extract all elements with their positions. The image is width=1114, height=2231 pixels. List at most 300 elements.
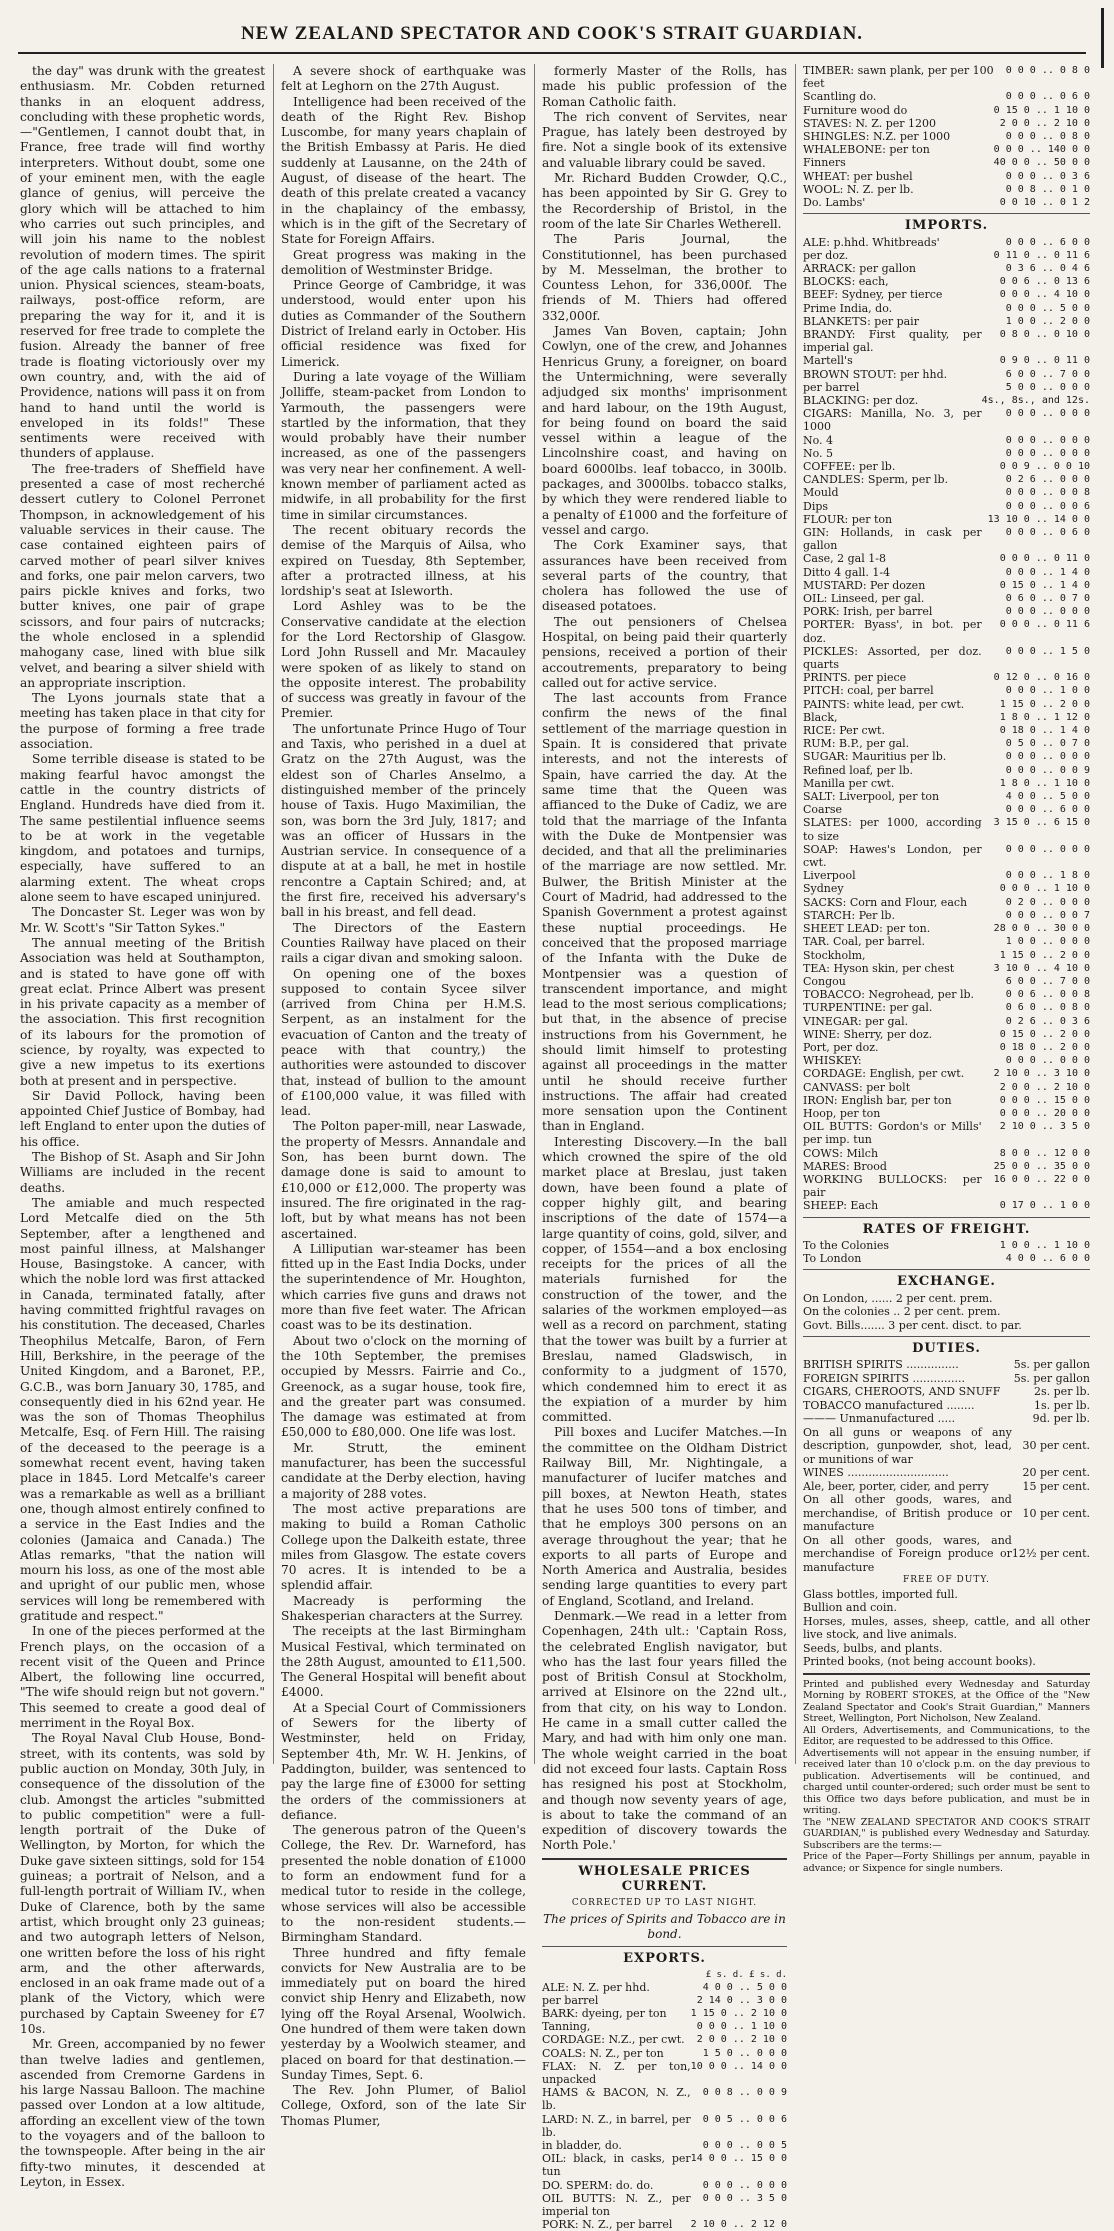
price-value: 0 0 0 .. 6 0 0 <box>1005 804 1090 816</box>
price-value: 3 10 0 .. 4 10 0 <box>993 962 1090 974</box>
price-item: SLATES: per 1000, according to size <box>803 816 982 843</box>
price-value: 10 per cent. <box>1022 1506 1090 1520</box>
article-paragraph: The rich convent of Servites, near Prague, has lately been destroyed by fire. Not a single book of its extensive and valuable library could be saved. <box>542 109 787 170</box>
price-value: 2 14 0 .. 3 0 0 <box>696 1994 787 2006</box>
price-row <box>803 143 1090 156</box>
article-paragraph: The receipts at the last Birmingham Musical Festival, which terminated on the 28th August, amounted to £11,500. The General Hospital will benefit about £4000. <box>281 1624 526 1700</box>
price-value: 0 0 0 .. 0 0 0 <box>1005 843 1090 855</box>
price-row <box>542 2086 787 2112</box>
price-item: Scantling do. <box>803 90 877 104</box>
price-item: RUM: B.P., per gal. <box>803 737 910 751</box>
price-item: CIGARS: Manilla, No. 3, per 1000 <box>803 407 982 434</box>
price-item: Sydney <box>803 882 844 896</box>
price-item: ARRACK: per gallon <box>803 261 916 275</box>
price-value: 1 15 0 .. 2 10 0 <box>690 2007 787 2019</box>
price-item: Ale, beer, porter, cider, and perry <box>803 1479 989 1493</box>
publisher-line: Price of the Paper—Forty Shillings per annum, payable in advance; or Sixpence for single numbers. <box>803 1851 1090 1874</box>
price-row <box>803 447 1090 460</box>
price-row <box>803 750 1090 763</box>
price-row <box>803 737 1090 750</box>
price-row <box>803 1534 1090 1575</box>
price-item: PICKLES: Assorted, per doz. quarts <box>803 644 982 672</box>
price-value: 2s. per lb. <box>1034 1385 1090 1399</box>
article-paragraph: Interesting Discovery.—In the ball which crowned the spire of the old market place at Breslau, just taken down, have been found a plate of copper highly gilt, and bearing inscriptions of the date of 1574—a large quantity of coins, gold, silver, and copper, of 1554—and a box enclosing receipts for the prices of all the materials furnished for the construction of the tower, and the salaries of the workmen employed—as well as a record on parchment, stating that the tower was built by a furrier at Breslau, named Gladswisch, in conformity to a judgment of 1570, which condemned him to erect it as the expiation of a murder by him committed. <box>542 1134 787 1425</box>
price-item: CANVASS: per bolt <box>803 1080 911 1094</box>
price-row <box>803 249 1090 262</box>
exchange-heading: EXCHANGE. <box>897 1274 996 1290</box>
price-item: Do. Lambs' <box>803 196 866 210</box>
price-value: 4 0 0 .. 6 0 0 <box>1005 1253 1090 1265</box>
price-row <box>803 552 1090 565</box>
article-paragraph: Intelligence had been received of the death of the Right Rev. Bishop Luscombe, for many years chaplain of the British Embassy at Paris. He died suddenly at Lausanne, on the 24th of August, of disease of the heart. The death of this prelate created a vacancy in the chaplaincy of the embassy, which is in the gift of the Secretary of State for Foreign Affairs. <box>281 94 526 247</box>
price-item: WINE: Sherry, per doz. <box>803 1027 933 1041</box>
publisher-line: The "NEW ZEALAND SPECTATOR AND COOK'S STRAIT GUARDIAN," is published every Wednesday and Saturday. Subscribers are the terms:— <box>803 1816 1090 1851</box>
price-row <box>803 684 1090 697</box>
article-paragraph: The Polton paper-mill, near Laswade, the property of Messrs. Annandale and Son, has been burnt down. The damage done is said to amount to £10,000 or £12,000. The property was insured. The fire originated in the rag-loft, but by what means has not been ascertained. <box>281 1119 526 1241</box>
price-item: PORK: Irish, per barrel <box>803 605 933 619</box>
price-value: 0 0 0 .. 0 0 0 <box>1005 751 1090 763</box>
price-value: 0 0 0 .. 0 8 0 <box>1005 131 1090 143</box>
price-value: 14 0 0 .. 15 0 0 <box>690 2153 787 2165</box>
price-value: 40 0 0 .. 50 0 0 <box>993 157 1090 169</box>
price-item: OIL BUTTS: Gordon's or Mills' per imp. tun <box>803 1120 982 1147</box>
price-item: BLACKING: per doz. <box>803 393 919 407</box>
price-value: 12½ per cent. <box>1011 1547 1090 1561</box>
price-item: Coarse <box>803 803 843 817</box>
price-value: 0 0 0 .. 0 8 0 <box>1005 65 1090 76</box>
price-item: BLANKETS: per pair <box>803 314 919 328</box>
price-row <box>803 1028 1090 1041</box>
price-value: 6 0 0 .. 7 0 0 <box>1005 975 1090 987</box>
price-item: OIL: black, in casks, per tun <box>542 2152 691 2179</box>
price-item: No. 5 <box>803 446 834 460</box>
price-row <box>803 698 1090 711</box>
price-item: ALE: p.hhd. Whitbreads' <box>803 235 940 249</box>
price-value: 2 0 0 .. 2 10 0 <box>999 117 1090 129</box>
prices-corrected: CORRECTED UP TO LAST NIGHT. <box>571 1898 758 1909</box>
article-paragraph: A Lilliputian war-steamer has been fitted up in the East India Docks, under the superintendence of Mr. Houghton, which carries five guns and draws not more than five feet water. The African coast was to be its destination. <box>281 1241 526 1333</box>
price-item: LARD: N. Z., in barrel, per lb. <box>542 2112 691 2139</box>
price-value: 0 0 0 .. 20 0 0 <box>999 1107 1090 1119</box>
price-row <box>803 1120 1090 1146</box>
article-paragraph: The Rev. John Plumer, of Baliol College, Oxford, son of the late Sir Thomas Plumer, <box>281 2083 526 2128</box>
price-value: 0 15 0 .. 1 10 0 <box>993 104 1090 116</box>
price-item: VINEGAR: per gal. <box>803 1014 909 1028</box>
price-row <box>542 2192 787 2218</box>
price-value: 5 0 0 .. 0 0 0 <box>1005 381 1090 393</box>
price-row <box>803 1081 1090 1094</box>
exchange-list <box>803 1292 1090 1333</box>
price-row <box>803 1466 1090 1480</box>
article-paragraph: On opening one of the boxes supposed to contain Sycee silver (arrived from China per H.M.S. Serpent, as an instalment for the evacuation of Canton and the treaty of peace with that country,) the authorities were astounded to discover that, instead of bullion to the amount of £100,000 value, it was filled with lead. <box>281 966 526 1119</box>
price-row <box>803 513 1090 526</box>
price-value: 0 0 0 .. 140 0 0 <box>993 144 1090 156</box>
price-value: 28 0 0 .. 30 0 0 <box>993 923 1090 935</box>
price-row <box>803 909 1090 922</box>
price-value: 0 15 0 .. 2 0 0 <box>999 1028 1090 1040</box>
free-of-duty-line: Bullion and coin. <box>803 1601 897 1615</box>
price-row <box>542 2113 787 2139</box>
imports-heading: IMPORTS. <box>904 218 989 234</box>
divider <box>542 1946 787 1947</box>
price-row <box>542 2139 787 2152</box>
free-of-duty-line: FREE OF DUTY. <box>903 1575 990 1586</box>
article-paragraph: The Paris Journal, the Constitutionnel, has been purchased by M. Messelman, the brother to Countess Lehon, for 336,000f. The friends of M. Thiers had offered 332,000f. <box>542 232 787 323</box>
price-value: 0 0 0 .. 3 5 0 <box>702 2192 787 2204</box>
price-row <box>803 460 1090 473</box>
free-of-duty-line: Printed books, (not being account books). <box>803 1655 1036 1669</box>
price-value: 30 per cent. <box>1022 1439 1090 1453</box>
publisher-notice <box>803 1679 1090 1875</box>
price-value: 3 15 0 .. 6 15 0 <box>993 817 1090 829</box>
price-item: Finners <box>803 156 846 170</box>
price-item: PORTER: Byass', in bot. per doz. <box>803 618 982 645</box>
price-item: CORDAGE: N.Z., per cwt. <box>542 2033 685 2047</box>
price-item: Manilla per cwt. <box>803 776 895 790</box>
column-4 <box>803 64 1090 1874</box>
article-paragraph: The annual meeting of the British Association was held at Southampton, and is stated to have gone off with great eclat. Prince Albert was present in his private capacity as a member of the association. This first recognition of its labours for the promotion of science, by royalty, was expected to give a new impetus to its exertions both at present and in perspective. <box>20 935 265 1088</box>
price-value: 0 0 0 .. 0 0 9 <box>1005 764 1090 776</box>
price-value: 2 10 0 .. 3 10 0 <box>993 1068 1090 1080</box>
exchange-line: On London, ...... 2 per cent. prem. <box>803 1291 993 1305</box>
price-row <box>803 407 1090 433</box>
price-item: WHEAT: per bushel <box>803 169 913 183</box>
price-row <box>803 1067 1090 1080</box>
price-row <box>803 724 1090 737</box>
price-item: DO. SPERM: do. do. <box>542 2178 654 2192</box>
edge-rule <box>1101 8 1104 68</box>
price-row <box>803 381 1090 394</box>
price-value: 0 0 0 .. 1 8 0 <box>1005 870 1090 882</box>
price-item: BARK: dyeing, per ton <box>542 2006 667 2020</box>
masthead <box>18 16 1086 54</box>
price-value: 0 2 6 .. 0 0 0 <box>1005 474 1090 486</box>
price-value: 1 8 0 .. 1 10 0 <box>999 777 1090 789</box>
price-value: 5s. per gallon <box>1013 1358 1090 1372</box>
price-item: Case, 2 gal 1-8 <box>803 552 886 566</box>
price-row <box>803 1412 1090 1426</box>
price-value: 13 10 0 .. 14 0 0 <box>987 513 1090 525</box>
article-paragraph: The Lyons journals state that a meeting has taken place in that city for the purpose of forming a free trade association. <box>20 691 265 752</box>
price-row <box>803 354 1090 367</box>
divider <box>542 1858 787 1860</box>
exchange-line: Govt. Bills....... 3 per cent. disct. to par. <box>803 1318 1022 1332</box>
price-row <box>803 1480 1090 1494</box>
price-item: Liverpool <box>803 869 856 883</box>
price-value: 15 per cent. <box>1022 1479 1090 1493</box>
price-item: TOBACCO manufactured ........ <box>803 1398 975 1412</box>
price-row <box>803 896 1090 909</box>
price-row <box>542 2060 787 2086</box>
prices-subtitle: The prices of Spirits and Tobacco are in bond. <box>543 1911 786 1941</box>
price-value: 1 15 0 .. 2 0 0 <box>999 949 1090 961</box>
price-value: 0 0 8 .. 0 1 0 <box>1005 183 1090 195</box>
price-row <box>803 183 1090 196</box>
price-value: 0 0 10 .. 0 1 2 <box>999 197 1090 209</box>
price-value: 0 6 0 .. 0 7 0 <box>1005 593 1090 605</box>
price-item: STARCH: Per lb. <box>803 908 895 922</box>
price-value: 0 0 0 .. 15 0 0 <box>999 1094 1090 1106</box>
price-row <box>803 1054 1090 1067</box>
price-item: Tanning, <box>542 2020 591 2034</box>
price-row <box>803 275 1090 288</box>
price-row <box>803 170 1090 183</box>
price-row <box>803 328 1090 354</box>
price-item: SHINGLES: N.Z. per 1000 <box>803 130 951 144</box>
export-prices-continued <box>803 64 1090 209</box>
price-value: 1 0 0 .. 2 0 0 <box>1005 315 1090 327</box>
price-row <box>803 302 1090 315</box>
price-item: TEA: Hyson skin, per chest <box>803 961 955 975</box>
price-row <box>803 394 1090 407</box>
price-value: 0 0 0 .. 1 0 0 <box>1005 685 1090 697</box>
price-item: SOAP: Hawes's London, per cwt. <box>803 842 982 870</box>
price-item: TIMBER: sawn plank, per per 100 feet <box>803 64 994 91</box>
price-row <box>803 1426 1090 1467</box>
price-value: 16 0 0 .. 22 0 0 <box>993 1173 1090 1185</box>
price-item: To the Colonies <box>803 1238 890 1252</box>
article-paragraph: The Cork Examiner says, that assurances have been received from several parts of the country, that cholera has followed the use of diseased potatoes. <box>542 538 787 614</box>
price-row <box>803 566 1090 579</box>
price-row <box>803 486 1090 499</box>
price-value: 0 0 0 .. 0 0 0 <box>1005 1055 1090 1067</box>
article-paragraph: formerly Master of the Rolls, has made his public profession of the Roman Catholic faith. <box>542 64 787 109</box>
price-item: On all guns or weapons of any description, gunpowder, shot, lead, or munitions of war <box>803 1425 1012 1466</box>
price-row <box>803 1372 1090 1386</box>
price-row <box>803 1358 1090 1372</box>
free-of-duty-line: Horses, mules, asses, sheep, cattle, and all other live stock, and live animals. <box>803 1614 1090 1642</box>
price-item: Congou <box>803 974 846 988</box>
price-item: Dips <box>803 499 829 513</box>
price-item: IRON: English bar, per ton <box>803 1093 952 1107</box>
price-value: 0 0 6 .. 0 0 8 <box>1005 989 1090 1001</box>
price-row <box>803 645 1090 671</box>
price-item: TURPENTINE: per gal. <box>803 1001 933 1015</box>
price-row <box>803 777 1090 790</box>
price-value: 0 18 0 .. 2 0 0 <box>999 1041 1090 1053</box>
price-row <box>803 368 1090 381</box>
price-row <box>803 988 1090 1001</box>
article-paragraph: The most active preparations are making to build a Roman Catholic College upon the Dalkeith estate, three miles from Glasgow. The estate covers 70 acres. It is intended to be a splendid affair. <box>281 1501 526 1593</box>
price-row <box>803 1001 1090 1014</box>
price-value: 1 0 0 .. 0 0 0 <box>1005 936 1090 948</box>
price-value: 9d. per lb. <box>1032 1412 1090 1426</box>
price-row <box>803 130 1090 143</box>
prices-heading: WHOLESALE PRICES CURRENT. <box>578 1863 751 1895</box>
price-row <box>803 117 1090 130</box>
price-row <box>803 618 1090 644</box>
freight-table <box>803 1239 1090 1265</box>
divider <box>803 1269 1090 1270</box>
price-value: 0 0 0 .. 1 10 0 <box>999 883 1090 895</box>
price-item: Mould <box>803 486 839 500</box>
duties-table <box>803 1358 1090 1574</box>
price-item: SHEET LEAD: per ton. <box>803 922 931 936</box>
article-paragraph: Pill boxes and Lucifer Matches.—In the committee on the Oldham District Railway Bill, Mr. Nightingale, a manufacturer of lucifer matches and pill boxes, at Newton Heath, states that he uses 500 tons of timber, and that he employs 300 persons on an average throughout the year; that he exports to all parts of Europe and North America and Australia, besides sending large quantities to every part of England, Scotland, and Ireland. <box>542 1425 787 1608</box>
price-value: 0 0 0 .. 1 5 0 <box>1005 645 1090 657</box>
price-value: 2 0 0 .. 2 10 0 <box>696 2034 787 2046</box>
price-row <box>542 2033 787 2046</box>
price-row <box>542 1994 787 2007</box>
price-value: 4 0 0 .. 5 0 0 <box>702 1981 787 1993</box>
price-item: BLOCKS: each, <box>803 275 889 289</box>
price-row <box>542 1981 787 1994</box>
price-item: HAMS & BACON, N. Z., lb. <box>542 2086 691 2113</box>
price-value: 20 per cent. <box>1022 1466 1090 1480</box>
price-row <box>542 2047 787 2060</box>
price-item: COFFEE: per lb. <box>803 459 896 473</box>
price-row <box>803 1160 1090 1173</box>
price-item: Prime India, do. <box>803 301 893 315</box>
price-item: WINES ............................. <box>803 1466 949 1480</box>
article-paragraph: The unfortunate Prince Hugo of Tour and Taxis, who perished in a duel at Gratz on the 27th August, was the eldest son of Charles Anselmo, a distinguished member of the princely house of Taxis. Hugo Maximilian, the son, was born the 3rd July, 1817; and was an officer of Hussars in the Austrian service. In consequence of a dispute at at a ball, he met in hostile rencontre a Captain Schired; and, at the first fire, received his adversary's ball in his breast, and fell dead. <box>281 721 526 920</box>
article-paragraph: The Royal Naval Club House, Bond-street, with its contents, was sold by public auction on Monday, 30th July, in consequence of the dissolution of the club. Amongst the articles "submitted to public competition" were a full-length portrait of the Duke of Wellington, by Morton, for which the Duke gave sixteen sittings, sold for 154 guineas; a portrait of Nelson, and a full-length portrait of William IV., when Duke of Clarence, both by the same artist, which brought only 23 guineas; and two autograph letters of Nelson, one written before the loss of his right arm, and the other afterwards, enclosed in an oak frame made out of a plank of the Victory, which were purchased by Captain Sweeney for £7 10s. <box>20 1731 265 2036</box>
article-paragraph: The generous patron of the Queen's College, the Rev. Dr. Warneford, has presented the noble donation of £1000 to form an endowment fund for a medical tutor to reside in the college, whose services will also be accessible to the non-resident students.—Birmingham Standard. <box>281 1823 526 1945</box>
price-value: 10 0 0 .. 14 0 0 <box>690 2060 787 2072</box>
price-item: FOREIGN SPIRITS ............... <box>803 1371 965 1385</box>
price-row <box>803 579 1090 592</box>
price-row <box>803 1252 1090 1265</box>
price-value: 4 0 0 .. 5 0 0 <box>1005 791 1090 803</box>
article-paragraph: Three hundred and fifty female convicts for New Australia are to be immediately put on board the hired convict ship Henry and Elizabeth, now lying off the Royal Arsenal, Woolwich. One hundred of them were taken down yesterday by a Woolwich steamer, and placed on board for that destination.—Sunday Times, Sept. 6. <box>281 1945 526 2082</box>
price-row <box>803 1173 1090 1199</box>
price-value: 2 10 0 .. 3 5 0 <box>999 1121 1090 1133</box>
price-row <box>803 90 1090 103</box>
price-value: 1 0 0 .. 1 10 0 <box>999 1239 1090 1251</box>
price-row <box>803 104 1090 117</box>
price-row <box>542 2179 787 2192</box>
divider <box>803 1217 1090 1218</box>
article-paragraph: Great progress was making in the demolition of Westminster Bridge. <box>281 247 526 277</box>
price-row <box>803 1147 1090 1160</box>
price-row <box>803 1199 1090 1212</box>
price-item: per barrel <box>803 380 860 394</box>
price-row <box>803 949 1090 962</box>
article-paragraph: Denmark.—We read in a letter from Copenhagen, 24th ult.: 'Captain Ross, the celebrated English navigator, but who has the last four years filled the post of British Consul at Stockholm, arrived at Elsinore on the 22nd ult., from that city, on his way to London. He came in a small cutter called the Mary, and had with him only one man. The whole weight carried in the boat did not exceed four lasts. Captain Ross has resigned his post at Stockholm, and though now seventy years of age, is about to take the command of an expedition of discovery towards the North Pole.' <box>542 1608 787 1853</box>
price-value: 0 8 0 .. 0 10 0 <box>999 328 1090 340</box>
price-item: PITCH: coal, per barrel <box>803 684 934 698</box>
price-row <box>803 262 1090 275</box>
divider <box>803 213 1090 214</box>
divider <box>803 1336 1090 1337</box>
price-row <box>803 711 1090 724</box>
article-paragraph: James Van Boven, captain; John Cowlyn, one of the crew, and Johannes Henricus Gruny, a foreigner, on board the Untermichning, were severally adjudged six months' imprisonment and hard labour, on the 19th August, for being found on board the said vessel within a league of the Lincolnshire coast, and having on board 6000lbs. leaf tobacco, in 300lb. packages, and 3000lbs. tobacco stalks, by which they were rendered liable to a penalty of £1000 and the forfeiture of vessel and cargo. <box>542 324 787 537</box>
price-item: GIN: Hollands, in cask per gallon <box>803 526 982 553</box>
article-paragraph: During a late voyage of the William Jolliffe, steam-packet from London to Yarmouth, the passengers were startled by the information, that they would probably have their number increased, as one of the passengers was very near her confinement. A well-known member of parliament acted as midwife, in all probability for the first time in similar circumstances. <box>281 369 526 522</box>
price-item: MARES: Brood <box>803 1159 887 1173</box>
price-row <box>803 790 1090 803</box>
price-item: PAINTS: white lead, per cwt. <box>803 697 965 711</box>
article-paragraph: The Doncaster St. Leger was won by Mr. W. Scott's "Sir Tatton Sykes." <box>20 905 265 935</box>
price-row <box>803 473 1090 486</box>
column-1 <box>20 64 265 2189</box>
column-rule <box>795 64 796 1764</box>
price-row <box>803 1107 1090 1120</box>
price-item: in bladder, do. <box>542 2138 622 2152</box>
price-item: SALT: Liverpool, per ton <box>803 790 940 804</box>
price-value: 8 0 0 .. 12 0 0 <box>999 1147 1090 1159</box>
article-paragraph: Mr. Strutt, the eminent manufacturer, has been the successful candidate at the Derby election, having a majority of 288 votes. <box>281 1440 526 1501</box>
price-item: WHALEBONE: per ton <box>803 143 930 157</box>
price-row <box>803 922 1090 935</box>
article-paragraph: The amiable and much respected Lord Metcalfe died on the 5th September, after a lengthened and most painful illness, at Malshanger House, Basingstoke. A cancer, with which the noble lord was first attacked in Canada, terminated fatally, after having committed frightful ravages on his constitution. The deceased, Charles Theophilus Metcalfe, Baron, of Fern Hill, Berkshire, in the peerage of the United Kingdom, and a Baronet, P.P., G.C.B., was born January 30, 1785, and consequently died in his 62nd year. He was the son of Thomas Theophilus Metcalfe, Esq. of Fern Hill. The raising of the deceased to the peerage is a somewhat recent event, having taken place in 1845. Lord Metcalfe's career was a remarkable as well as a brilliant one, though almost entirely confined to a service in the East Indies and the colonies (Jamaica and Canada.) The Atlas remarks, "that the nation will mourn his loss, as one of the most able and upright of our public men, whose services will long be remembered with gratitude and respect." <box>20 1195 265 1623</box>
price-value: 1 5 0 .. 0 0 0 <box>702 2047 787 2059</box>
price-row <box>542 2020 787 2033</box>
column-3-articles <box>542 64 787 1854</box>
price-value: 0 0 0 .. 0 11 0 <box>999 553 1090 565</box>
price-item: BRITISH SPIRITS ............... <box>803 1358 959 1372</box>
duties-heading: DUTIES. <box>912 1341 981 1357</box>
masthead-title: NEW ZEALAND SPECTATOR AND COOK'S STRAIT GUARDIAN. <box>240 23 864 44</box>
price-item: On all other goods, wares, and merchandise, of British produce or manufacture <box>803 1493 1012 1534</box>
price-value: 2 10 0 .. 2 12 0 <box>690 2219 787 2231</box>
price-item: WORKING BULLOCKS: per pair <box>803 1172 982 1200</box>
exchange-line: On the colonies .. 2 per cent. prem. <box>803 1305 1001 1319</box>
price-row <box>803 816 1090 842</box>
article-paragraph: The out pensioners of Chelsea Hospital, on being paid their quarterly pensions, received a portion of their accoutrements, preparatory to being called out for active service. <box>542 614 787 690</box>
price-item: SHEEP: Each <box>803 1199 879 1213</box>
publisher-line: Printed and published every Wednesday and Saturday Morning by ROBERT STOKES, at the Office of the "New Zealand Spectator and Cook's Strait Guardian," Manners Street, Wellington, Port Nicholson, New Zealand. <box>803 1678 1090 1725</box>
price-row <box>803 605 1090 618</box>
price-value: 2 0 0 .. 2 10 0 <box>999 1081 1090 1093</box>
price-item: To London <box>803 1252 862 1266</box>
price-row <box>803 1385 1090 1399</box>
price-row <box>803 843 1090 869</box>
price-value: 6 0 0 .. 7 0 0 <box>1005 368 1090 380</box>
price-item: TAR. Coal, per barrel. <box>803 935 926 949</box>
price-value: 0 0 0 .. 0 6 0 <box>1005 527 1090 538</box>
column-3 <box>542 64 787 2231</box>
article-paragraph: Mr. Green, accompanied by no fewer than twelve ladies and gentlemen, ascended from Cremorne Gardens in his large Nassau Balloon. The machine passed over London at a low altitude, affording an excellent view of the town to the voyagers and of the balloon to the townspeople. After being in the air fifty-two minutes, it descended at Leyton, in Essex. <box>20 2037 265 2189</box>
price-item: Stockholm, <box>803 948 866 962</box>
price-item: WHISKEY: <box>803 1054 862 1068</box>
price-item: per barrel <box>542 1993 599 2007</box>
article-paragraph: The last accounts from France confirm the news of the final settlement of the marriage question in Spain. It is considered that private interests, and not the interests of Spain, have carried the day. At the same time that the Queen was affianced to the Duke of Cadiz, we are told that the marriage of the Infanta with the Duke de Montpensier was decided, and that all the preliminaries of the marriage are now settled. Mr. Bulwer, the British Minister at the Court of Madrid, had addressed to the Spanish Government a protest against these nuptial proceedings. He conceived that the proposed marriage of the Infanta with the Duke de Montpensier was a question of transcendent importance, and might lead to the most serious complications; but that, in the absence of precise instructions from his Government, he should limit himself to protesting against all proceedings in the matter until he should receive further instructions. The affair had created more sensation upon the Continent than in England. <box>542 691 787 1134</box>
price-row <box>803 975 1090 988</box>
price-item: per doz. <box>803 248 849 262</box>
free-of-duty-list <box>803 1574 1090 1669</box>
price-value: 0 0 0 .. 0 6 0 <box>1005 91 1090 103</box>
price-value: 0 6 0 .. 0 8 0 <box>1005 1002 1090 1014</box>
article-paragraph: Mr. Richard Budden Crowder, Q.C., has been appointed by Sir G. Grey to the Recordership of Bristol, in the room of the late Sir Charles Wetherell. <box>542 171 787 231</box>
publisher-line: All Orders, Advertisements, and Communications, to the Editor, are requested to be addressed to this Office. <box>803 1724 1090 1748</box>
imports-table <box>803 236 1090 1213</box>
price-value: 0 0 0 .. 5 0 0 <box>1005 302 1090 314</box>
price-item: On all other goods, wares, and merchandise of Foreign produce or manufacture <box>803 1533 1012 1574</box>
price-item: Port, per doz. <box>803 1040 879 1054</box>
price-item: Ditto 4 gall. 1-4 <box>803 565 891 579</box>
article-paragraph: the day" was drunk with the greatest enthusiasm. Mr. Cobden returned thanks in an eloquent address, concluding with these prophetic words,—"Gentlemen, I cannot doubt that, in France, free trade will find worthy interpreters. Without doubt, some one of your eminent men, with the eagle glance of genius, will perceive the glory which will be attached to him who carries out such principles, and will join his name to the noblest revolution of modern times. The spirit of the age calls nations to a fraternal union. Physical sciences, steam-boats, railways, post-office reform, are preparing the way for it, and it is reserved for free trade to complete the fusion. Already the banner of free trade is floating victoriously over my own country, and, with the aid of Providence, nations will pass it on from hand to hand until the world is enveloped in its folds!" These sentiments were received with thunders of applause. <box>20 64 265 461</box>
price-value: 0 0 0 .. 0 0 7 <box>1005 909 1090 921</box>
price-item: STAVES: N. Z. per 1200 <box>803 116 937 130</box>
price-value: 0 0 0 .. 0 0 8 <box>1005 487 1090 499</box>
price-item: RICE: Per cwt. <box>803 724 885 738</box>
price-row <box>803 882 1090 895</box>
price-value: 25 0 0 .. 35 0 0 <box>993 1160 1090 1172</box>
exports-heading: EXPORTS. <box>623 1951 706 1967</box>
article-paragraph: The recent obituary records the demise of the Marquis of Ailsa, who expired on Tuesday, 8th September, after a protracted illness, at his lordship's seat at Isleworth. <box>281 522 526 599</box>
price-item: BROWN STOUT: per hhd. <box>803 367 948 381</box>
price-item: OIL: Linseed, per gal. <box>803 592 925 606</box>
price-item: CIGARS, CHEROOTS, AND SNUFF <box>803 1385 1001 1399</box>
article-paragraph: The free-traders of Sheffield have presented a case of most recherché dessert cutlery to Colonel Perronet Thompson, in acknowledgement of his valuable services in their cause. The case contained eighteen pairs of carved mother of pearl silver knives and forks, one pair melon carvers, two pairs pickle knives and forks, two butter knives, one pair of grape scissors, and four pairs of nutcracks; the whole enclosed in a splendid mahogany case, lined with blue silk velvet, and bearing a silver shield with an appropriate inscription. <box>20 461 265 690</box>
price-item: Black, <box>803 710 838 724</box>
price-item: Hoop, per ton <box>803 1106 881 1120</box>
price-item: OIL BUTTS: N. Z., per imperial ton <box>542 2191 691 2218</box>
price-row <box>803 671 1090 684</box>
article-paragraph: The Directors of the Eastern Counties Railway have placed on their rails a cigar divan and smoking saloon. <box>281 920 526 966</box>
price-row <box>803 236 1090 249</box>
